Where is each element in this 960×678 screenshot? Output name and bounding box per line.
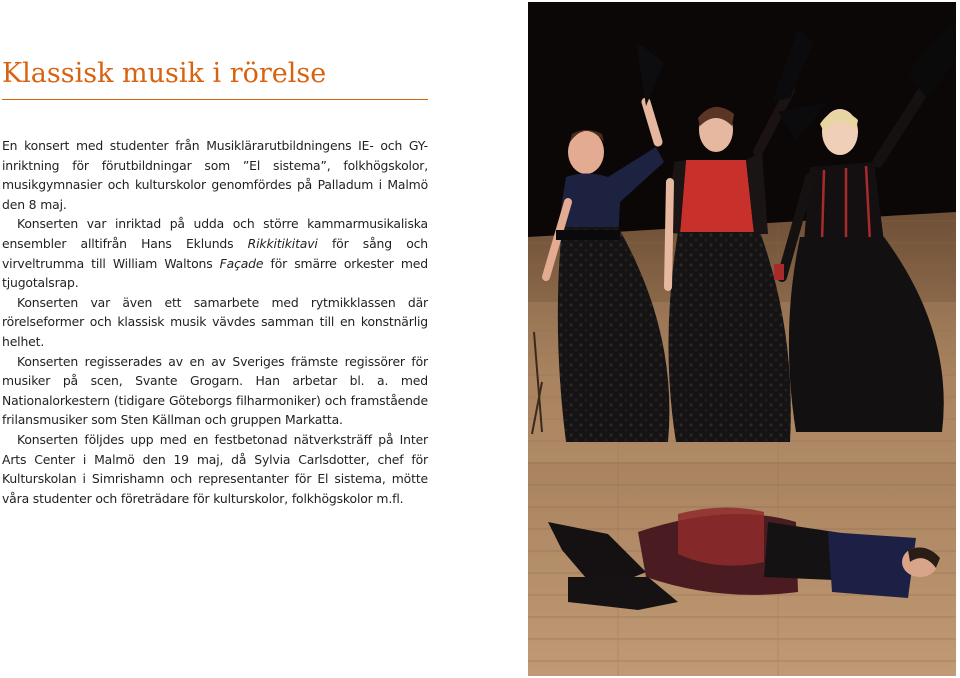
article-body: [2, 136, 428, 508]
paragraph-3: Konserten var även ett samarbete med rytmikklassen där rörelseformer och klassisk musik vävdes samman till en konstnärlig helhet.: [2, 294, 428, 349]
paragraph-2-part-1: Konserten var inriktad på udda och större kammarmusikaliska ensembler alltifrån Hans Eklunds: [2, 216, 428, 251]
work-title-facade: Façade: [219, 255, 264, 271]
title-divider: [2, 99, 428, 100]
paragraph-2: [2, 214, 428, 292]
paragraph-2-part-3: för smärre orkester med tjugotalsrap.: [2, 255, 428, 291]
article-title: Klassisk musik i rörelse: [2, 58, 327, 89]
paragraph-4: Konserten regisserades av en av Sveriges främste regissörer för musiker på scen, Svante Grogarn. Han arbetar bl. a. med Nationalorkestern (tidigare Göteborgs filharmoniker) och framstående frilansmusiker som Sten Källman och gruppen Markatta.: [2, 353, 428, 428]
performance-photo: [528, 2, 956, 676]
paragraph-2-part-2: för sång och virveltrumma till William Waltons: [2, 235, 429, 271]
paragraph-5: Konserten följdes upp med en festbetonad nätverksträff på Inter Arts Center i Malmö den 19 maj, då Sylvia Carlsdotter, chef för Kulturskolan i Simrishamn och representanter för El sistema, mötte våra studenter och företrädare för kulturskolor, folkhögskolor m.fl.: [2, 431, 428, 506]
paragraph-1: En konsert med studenter från Musiklärarutbildningens IE- och GY-inriktning för förutbildningar som ”El sistema”, folkhögskolor, musikgymnasier och kulturskolor genomfördes på Palladum i Malmö den 8 maj.: [2, 138, 428, 212]
work-title-rikkitikitavi: Rikkitikitavi: [247, 235, 318, 251]
